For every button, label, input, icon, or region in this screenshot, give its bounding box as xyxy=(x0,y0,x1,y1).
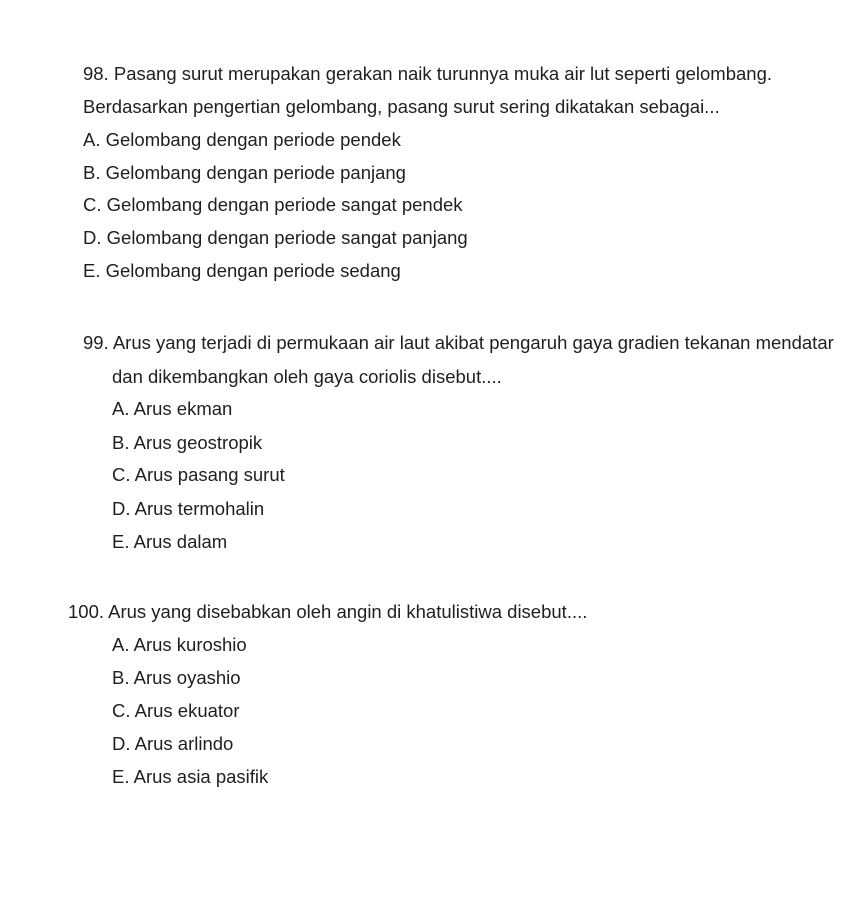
question-98-option-a: A. Gelombang dengan periode pendek xyxy=(83,129,401,150)
question-99-stem-line-2: dan dikembangkan oleh gaya coriolis disebut.... xyxy=(112,366,502,387)
question-98-stem-line-2: Berdasarkan pengertian gelombang, pasang surut sering dikatakan sebagai... xyxy=(83,96,720,117)
question-98-stem-line-1: 98. Pasang surut merupakan gerakan naik turunnya muka air lut seperti gelombang. xyxy=(83,63,773,84)
question-100-option-b: B. Arus oyashio xyxy=(112,667,241,688)
question-98-option-c: C. Gelombang dengan periode sangat pendek xyxy=(83,194,463,215)
question-99-option-d: D. Arus termohalin xyxy=(112,498,265,519)
question-100-option-e: E. Arus asia pasifik xyxy=(112,766,269,787)
question-99-option-c: C. Arus pasang surut xyxy=(112,464,285,485)
question-99-option-b: B. Arus geostropik xyxy=(112,432,263,453)
question-98-option-d: D. Gelombang dengan periode sangat panjang xyxy=(83,227,468,248)
question-98-option-e: E. Gelombang dengan periode sedang xyxy=(83,260,401,281)
question-100-option-a: A. Arus kuroshio xyxy=(112,634,247,655)
question-100-stem-line-1: 100. Arus yang disebabkan oleh angin di khatulistiwa disebut.... xyxy=(68,601,588,622)
question-99-option-e: E. Arus dalam xyxy=(112,531,228,552)
question-99-option-a: A. Arus ekman xyxy=(112,398,233,419)
question-100-option-d: D. Arus arlindo xyxy=(112,733,234,754)
question-99-stem-line-1: 99. Arus yang terjadi di permukaan air laut akibat pengaruh gaya gradien tekanan mendatar xyxy=(83,332,834,353)
question-100-option-c: C. Arus ekuator xyxy=(112,700,240,721)
question-98-option-b: B. Gelombang dengan periode panjang xyxy=(83,162,406,183)
